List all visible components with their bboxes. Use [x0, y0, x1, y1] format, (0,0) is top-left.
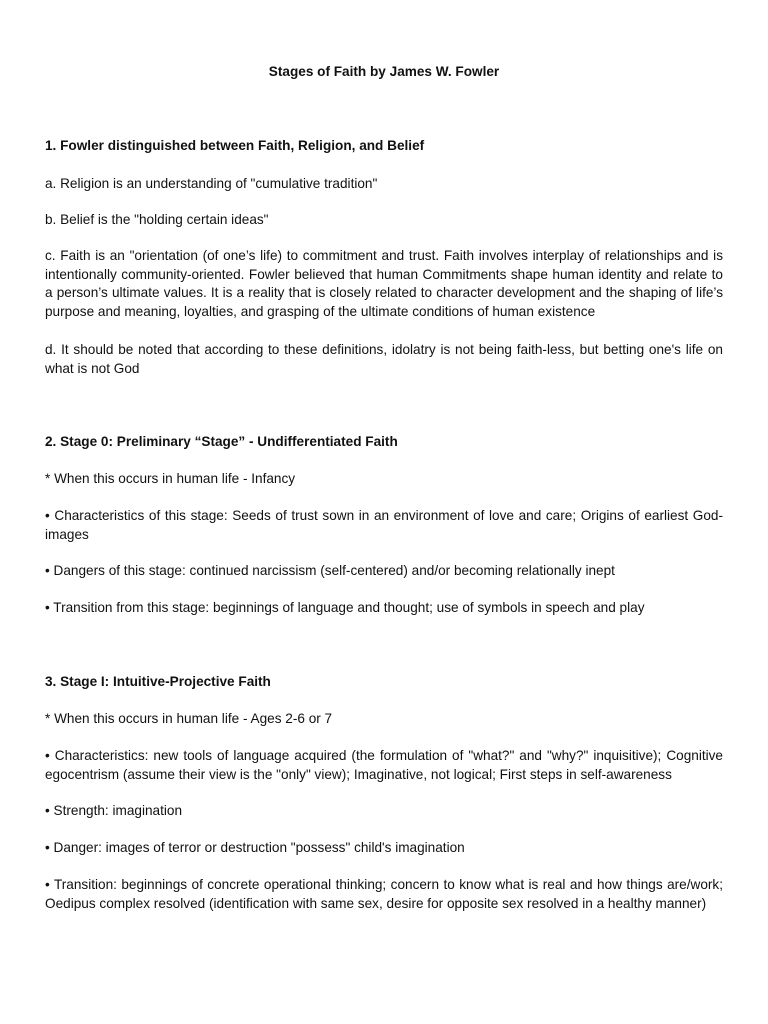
section-2-characteristics: • Characteristics of this stage: Seeds of trust sown in an environment of love and care; Origins of earliest God-images	[45, 508, 723, 542]
section-3-transition: • Transition: beginnings of concrete operational thinking; concern to know what is real and how things are/work; Oedipus complex resolved (identification with same sex, desire for opposite sex resolved in a healthy manner)	[45, 877, 723, 911]
section-2-transition: • Transition from this stage: beginnings of language and thought; use of symbols in speech and play	[45, 600, 645, 615]
section-2-dangers: • Dangers of this stage: continued narcissism (self-centered) and/or becoming relationally inept	[45, 563, 615, 578]
section-2-when: * When this occurs in human life - Infancy	[45, 471, 296, 486]
section-1-item-c: c. Faith is an "orientation (of one’s life) to commitment and trust. Faith involves interplay of relationships and is intentionally community-oriented. Fowler believed that human Commitments shape human identity and relate to a person’s ultimate values. It is a reality that is closely related to character development and the shaping of life’s purpose and meaning, loyalties, and grasping of the ultimate conditions of human existence	[45, 248, 723, 319]
section-3-characteristics: • Characteristics: new tools of language acquired (the formulation of "what?" and "why?" inquisitive); Cognitive egocentrism (assume their view is the "only" view); Imaginative, not logical; First steps in self-awareness	[45, 748, 723, 782]
section-3-danger: • Danger: images of terror or destruction "possess" child's imagination	[45, 840, 465, 855]
section-3-when: * When this occurs in human life - Ages 2-6 or 7	[45, 711, 333, 726]
section-1-item-d: d. It should be noted that according to these definitions, idolatry is not being faith-less, but betting one's life on what is not God	[45, 342, 723, 376]
document-title: Stages of Faith by James W. Fowler	[268, 64, 500, 79]
section-3-heading: 3. Stage I: Intuitive-Projective Faith	[45, 674, 271, 689]
section-2-heading: 2. Stage 0: Preliminary “Stage” - Undifferentiated Faith	[45, 434, 398, 449]
section-1-item-a: a. Religion is an understanding of "cumulative tradition"	[45, 176, 378, 191]
section-1-item-b: b. Belief is the "holding certain ideas"	[45, 212, 269, 227]
section-1-heading: 1. Fowler distinguished between Faith, Religion, and Belief	[45, 138, 425, 153]
section-3-strength: • Strength: imagination	[45, 803, 182, 818]
